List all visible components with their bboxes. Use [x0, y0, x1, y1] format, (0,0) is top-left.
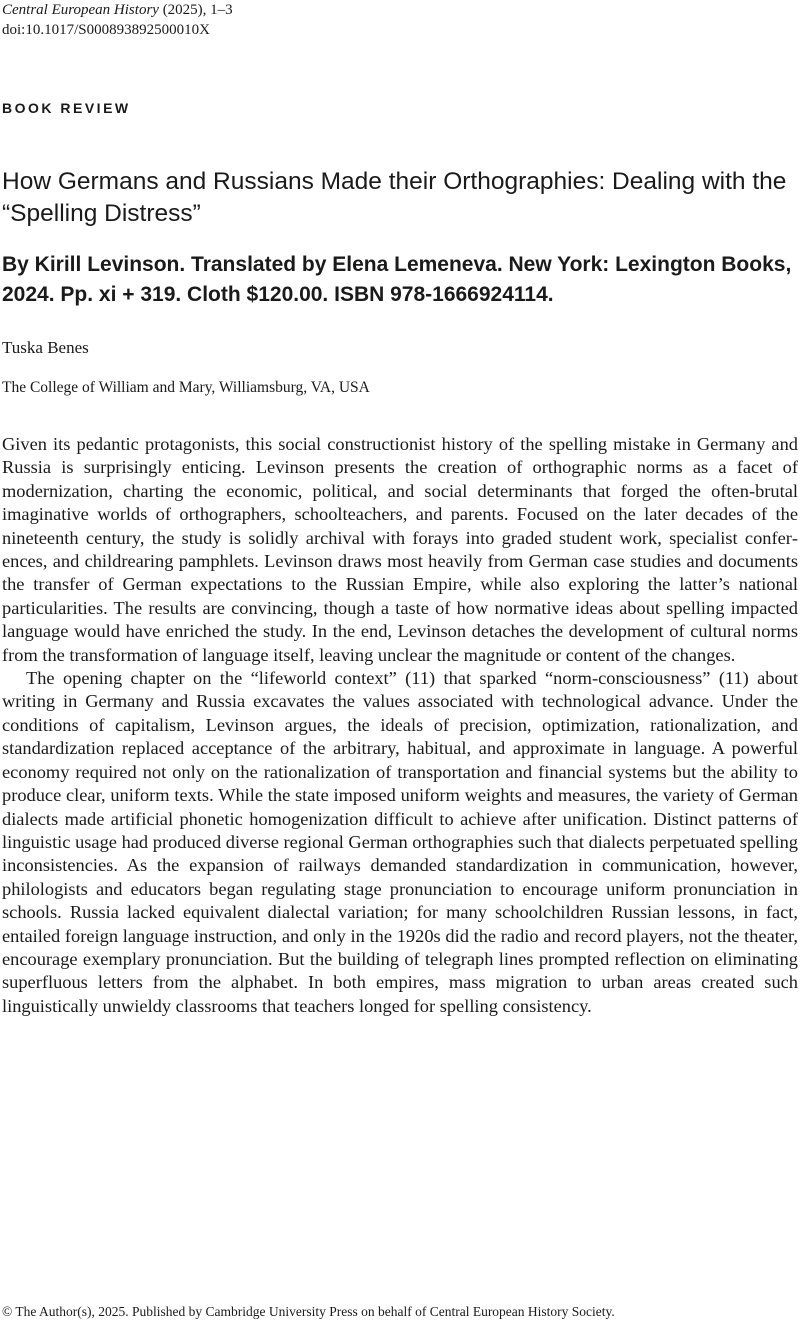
book-citation: By Kirill Levinson. Translated by Elena Lemeneva. New York: Lexington Books, 2024. Pp. xi + 319. Cloth $120.00. ISBN 978-1666924114. — [2, 253, 792, 306]
paragraph: Given its pedantic protagonists, this social constructionist history of the spelling mistake in Germany and Russia is surprisingly enticing. Levinson presents the creation of orthographic norms as a facet of modernization, charting the economic, political, and social determinants that forged the often-brutal imaginative worlds of orthographers, schoolteachers, and parents. Focused on the later decades of the nineteenth century, the study is solidly archival with forays into graded student work, specialist conferences, and childrearing pamphlets. Levinson draws most heavily from German case studies and documents the transfer of German expectations to the Russian Empire, while also exploring the latter’s national particularities. The results are convincing, though a taste of how normative ideas about spelling impacted language would have enriched the study. In the end, Levinson detaches the development of cultural norms from the transformation of language itself, leaving unclear the magnitude or content of the changes. — [2, 434, 798, 665]
journal-citation-line — [2, 0, 233, 20]
journal-header — [2, 0, 233, 40]
copyright-footer: © The Author(s), 2025. Published by Cambridge University Press on behalf of Central European History Society. — [2, 1304, 615, 1319]
review-body — [2, 433, 798, 1018]
section-label: BOOK REVIEW — [2, 100, 131, 116]
journal-year-pages: (2025), 1–3 — [158, 2, 233, 18]
article-title: How Germans and Russians Made their Orthographies: Dealing with the “Spelling Distress” — [2, 168, 787, 227]
journal-name: Central European History — [2, 2, 159, 18]
author-affiliation: The College of William and Mary, Williamsburg, VA, USA — [2, 379, 370, 396]
paragraph: The opening chapter on the “lifeworld context” (11) that sparked “norm-consciousness” (11) about writing in Germany and Russia excavates the values associated with technological advance. Under the conditions of capitalism, Levinson argues, the ideals of precision, optimization, rationalization, and standardization replaced acceptance of the arbitrary, habitual, and approximate in language. A powerful economy required not only on the rationalization of transportation and financial systems but the ability to produce clear, uniform texts. While the state imposed uniform weights and measures, the variety of German dialects made artificial phonetic homogenization difficult to achieve after unification. Distinct patterns of linguistic usage had produced diverse regional German orthographies such that dialects perpetuated spelling inconsistencies. As the expansion of railways demanded standardization in communication, however, philologists and educators began regulating stage pronunciation to encourage uniform pronunciation in schools. Russia lacked equivalent dialectal variation; for many schoolchildren Russian lessons, in fact, entailed foreign language instruction, and only in the 1920s did the radio and record players, not the theater, encourage exemplary pronunciation. But the building of telegraph lines prompted reflection on eliminating superfluous letters from the alphabet. In both empires, mass migration to urban areas created such linguistically unwieldy classrooms that teachers longed for spelling consistency. — [2, 668, 798, 1016]
doi-link[interactable]: doi:10.1017/S000893892500010X — [2, 22, 210, 38]
review-author: Tuska Benes — [2, 338, 89, 357]
